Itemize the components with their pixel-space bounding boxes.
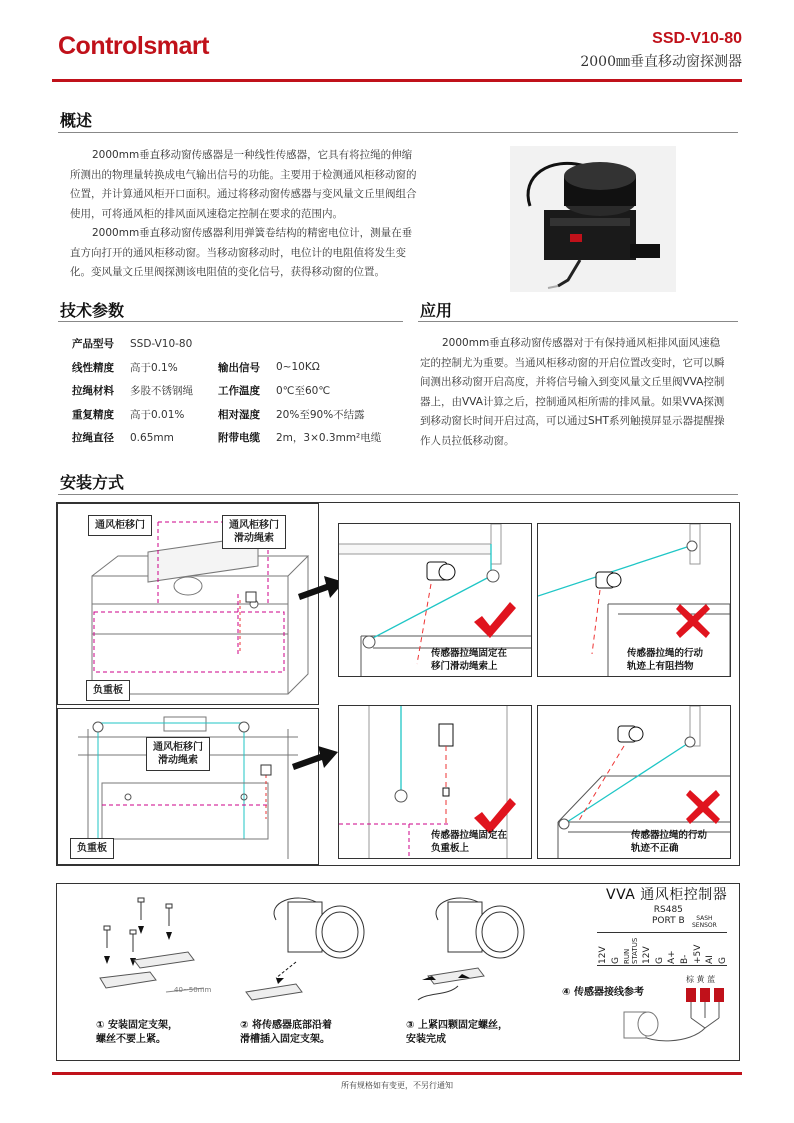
product-photo [510,146,676,292]
caption-correct-2: 传感器拉绳固定在 负重板上 [431,830,508,854]
terminal-label: G [610,957,621,964]
spec-key: 工作温度 [218,385,260,398]
step-1-caption: ① 安装固定支架， 螺丝不要上紧。 [96,1020,178,1045]
spec-value: 高于0.01% [130,408,185,421]
spec-value: 20%至90%不结露 [276,408,365,421]
terminal-label: A+ [667,950,678,964]
spec-key: 附带电缆 [218,432,260,445]
step-2-illustration [236,892,376,1012]
step-3-caption: ③ 上紧四颗固定螺丝， 安装完成 [406,1020,508,1045]
overview-title: 概述 [60,111,93,130]
terminal-label: 12V [641,946,652,964]
header-divider [52,79,742,82]
terminal-label: RUN STATUS [623,937,640,964]
table-row [72,403,381,427]
terminal-label: G [717,957,728,964]
label-rope: 通风柜移门 滑动绳索 [222,515,286,549]
wiring-sketch [620,984,730,1048]
table-row [72,356,381,380]
specs-title: 技术参数 [60,301,125,320]
caption-correct-1: 传感器拉绳固定在 移门滑动绳索上 [431,648,508,672]
spec-value: 0~10KΩ [276,361,320,374]
label-sash: 通风柜移门 [88,515,152,536]
wire-colors: 棕 黄 蓝 [686,975,716,984]
model-number: SSD-V10-80 [652,30,742,47]
controller-title: VVA 通风柜控制器 [606,887,728,903]
installation-title: 安装方式 [60,473,125,492]
table-row [72,332,381,356]
terminal-label: G [654,957,665,964]
spec-value [276,332,381,356]
product-subtitle: 2000㎜垂直移动窗探测器 [580,54,742,70]
spec-key: 重复精度 [72,408,114,421]
spec-key: 产品型号 [72,338,114,351]
caption-wrong-2: 传感器拉绳的行动 轨迹不正确 [631,830,708,854]
spec-value: SSD-V10-80 [130,337,193,350]
controller-sash-sensor: SASH SENSOR [692,915,717,929]
spec-key: 拉绳直径 [72,432,114,445]
installation-rule [58,494,738,495]
spec-value: 2m，3×0.3mm²电缆 [276,432,382,445]
dimension-label: 40~50mm [174,986,212,994]
specs-rule [58,321,403,322]
spec-value: 高于0.1% [130,361,178,374]
controller-port: RS485 PORT B [652,905,685,926]
spec-key: 输出信号 [218,361,260,374]
spec-key [218,332,276,356]
caption-wrong-1: 传感器拉绳的行动 轨迹上有阻挡物 [627,648,704,672]
spec-key: 相对湿度 [218,408,260,421]
terminal-label: +5V [692,944,703,964]
footer-note: 所有规格如有变更，不另行通知 [341,1081,453,1090]
overview-rule [58,132,738,133]
spec-value: 0℃至60℃ [276,385,331,398]
brand-logo: Controlsmart [58,32,209,60]
overview-text [70,146,422,283]
overview-paragraph-1: 2000mm垂直移动窗传感器是一种线性传感器，它具有将拉绳的伸缩所测出的物理量转换成电气输出信号的功能。主要用于检测通风柜移动窗的位置，并计算通风柜开口面积。通过将移动窗传感器与变风量文丘里阀组合使用，可将通风柜的排风面风速稳定控制在要求的范围内。 [70,149,417,220]
spec-value: 0.65mm [130,431,174,444]
overview-paragraph-2: 2000mm垂直移动窗传感器利用弹簧卷结构的精密电位计，测量在垂直方向打开的通风柜移动窗。当移动窗移动时，电位计的电阻值将发生变化。变风量文丘里阀探测该电阻值的变化信号，获得移动窗的位置。 [70,227,413,278]
label-weight: 负重板 [86,680,130,701]
cross-icon [676,604,710,638]
application-title: 应用 [420,301,453,320]
table-row [72,426,381,450]
footer-divider [52,1072,742,1075]
arrow-right-icon [290,742,340,772]
step-2-caption: ② 将传感器底部沿着 滑槽插入固定支架。 [240,1020,332,1045]
terminal-labels [598,924,728,964]
spec-key: 线性精度 [72,361,114,374]
spec-value: 多股不锈钢绳 [130,385,193,398]
label-weight-2: 负重板 [70,838,114,859]
application-rule [418,321,738,322]
check-icon [472,600,516,640]
terminal-label: AI [705,955,716,964]
table-row [72,379,381,403]
terminal-label: 12V [598,946,608,964]
step-3-illustration [408,892,538,1012]
step-4-caption: ④ 传感器接线参考 [562,987,644,998]
spec-key: 拉绳材料 [72,385,114,398]
label-rope-2: 通风柜移门 滑动绳索 [146,737,210,771]
cross-icon [686,790,720,824]
spec-table [72,332,381,450]
terminal-label: B- [679,954,690,964]
application-text: 2000mm垂直移动窗传感器对于有保持通风柜排风面风速稳定的控制尤为重要。当通风柜移动窗的开启位置改变时，它可以瞬间测出移动窗开启高度，并将信号输入到变风量文丘里阀VVA控制器上，由VVA计算之后，控制通风柜所需的排风量。如果VVA探测到移动窗长时间开启过高，可以通过SHT系列触摸屏显示器提醒操作人员拉低移动窗。 [420,337,725,447]
